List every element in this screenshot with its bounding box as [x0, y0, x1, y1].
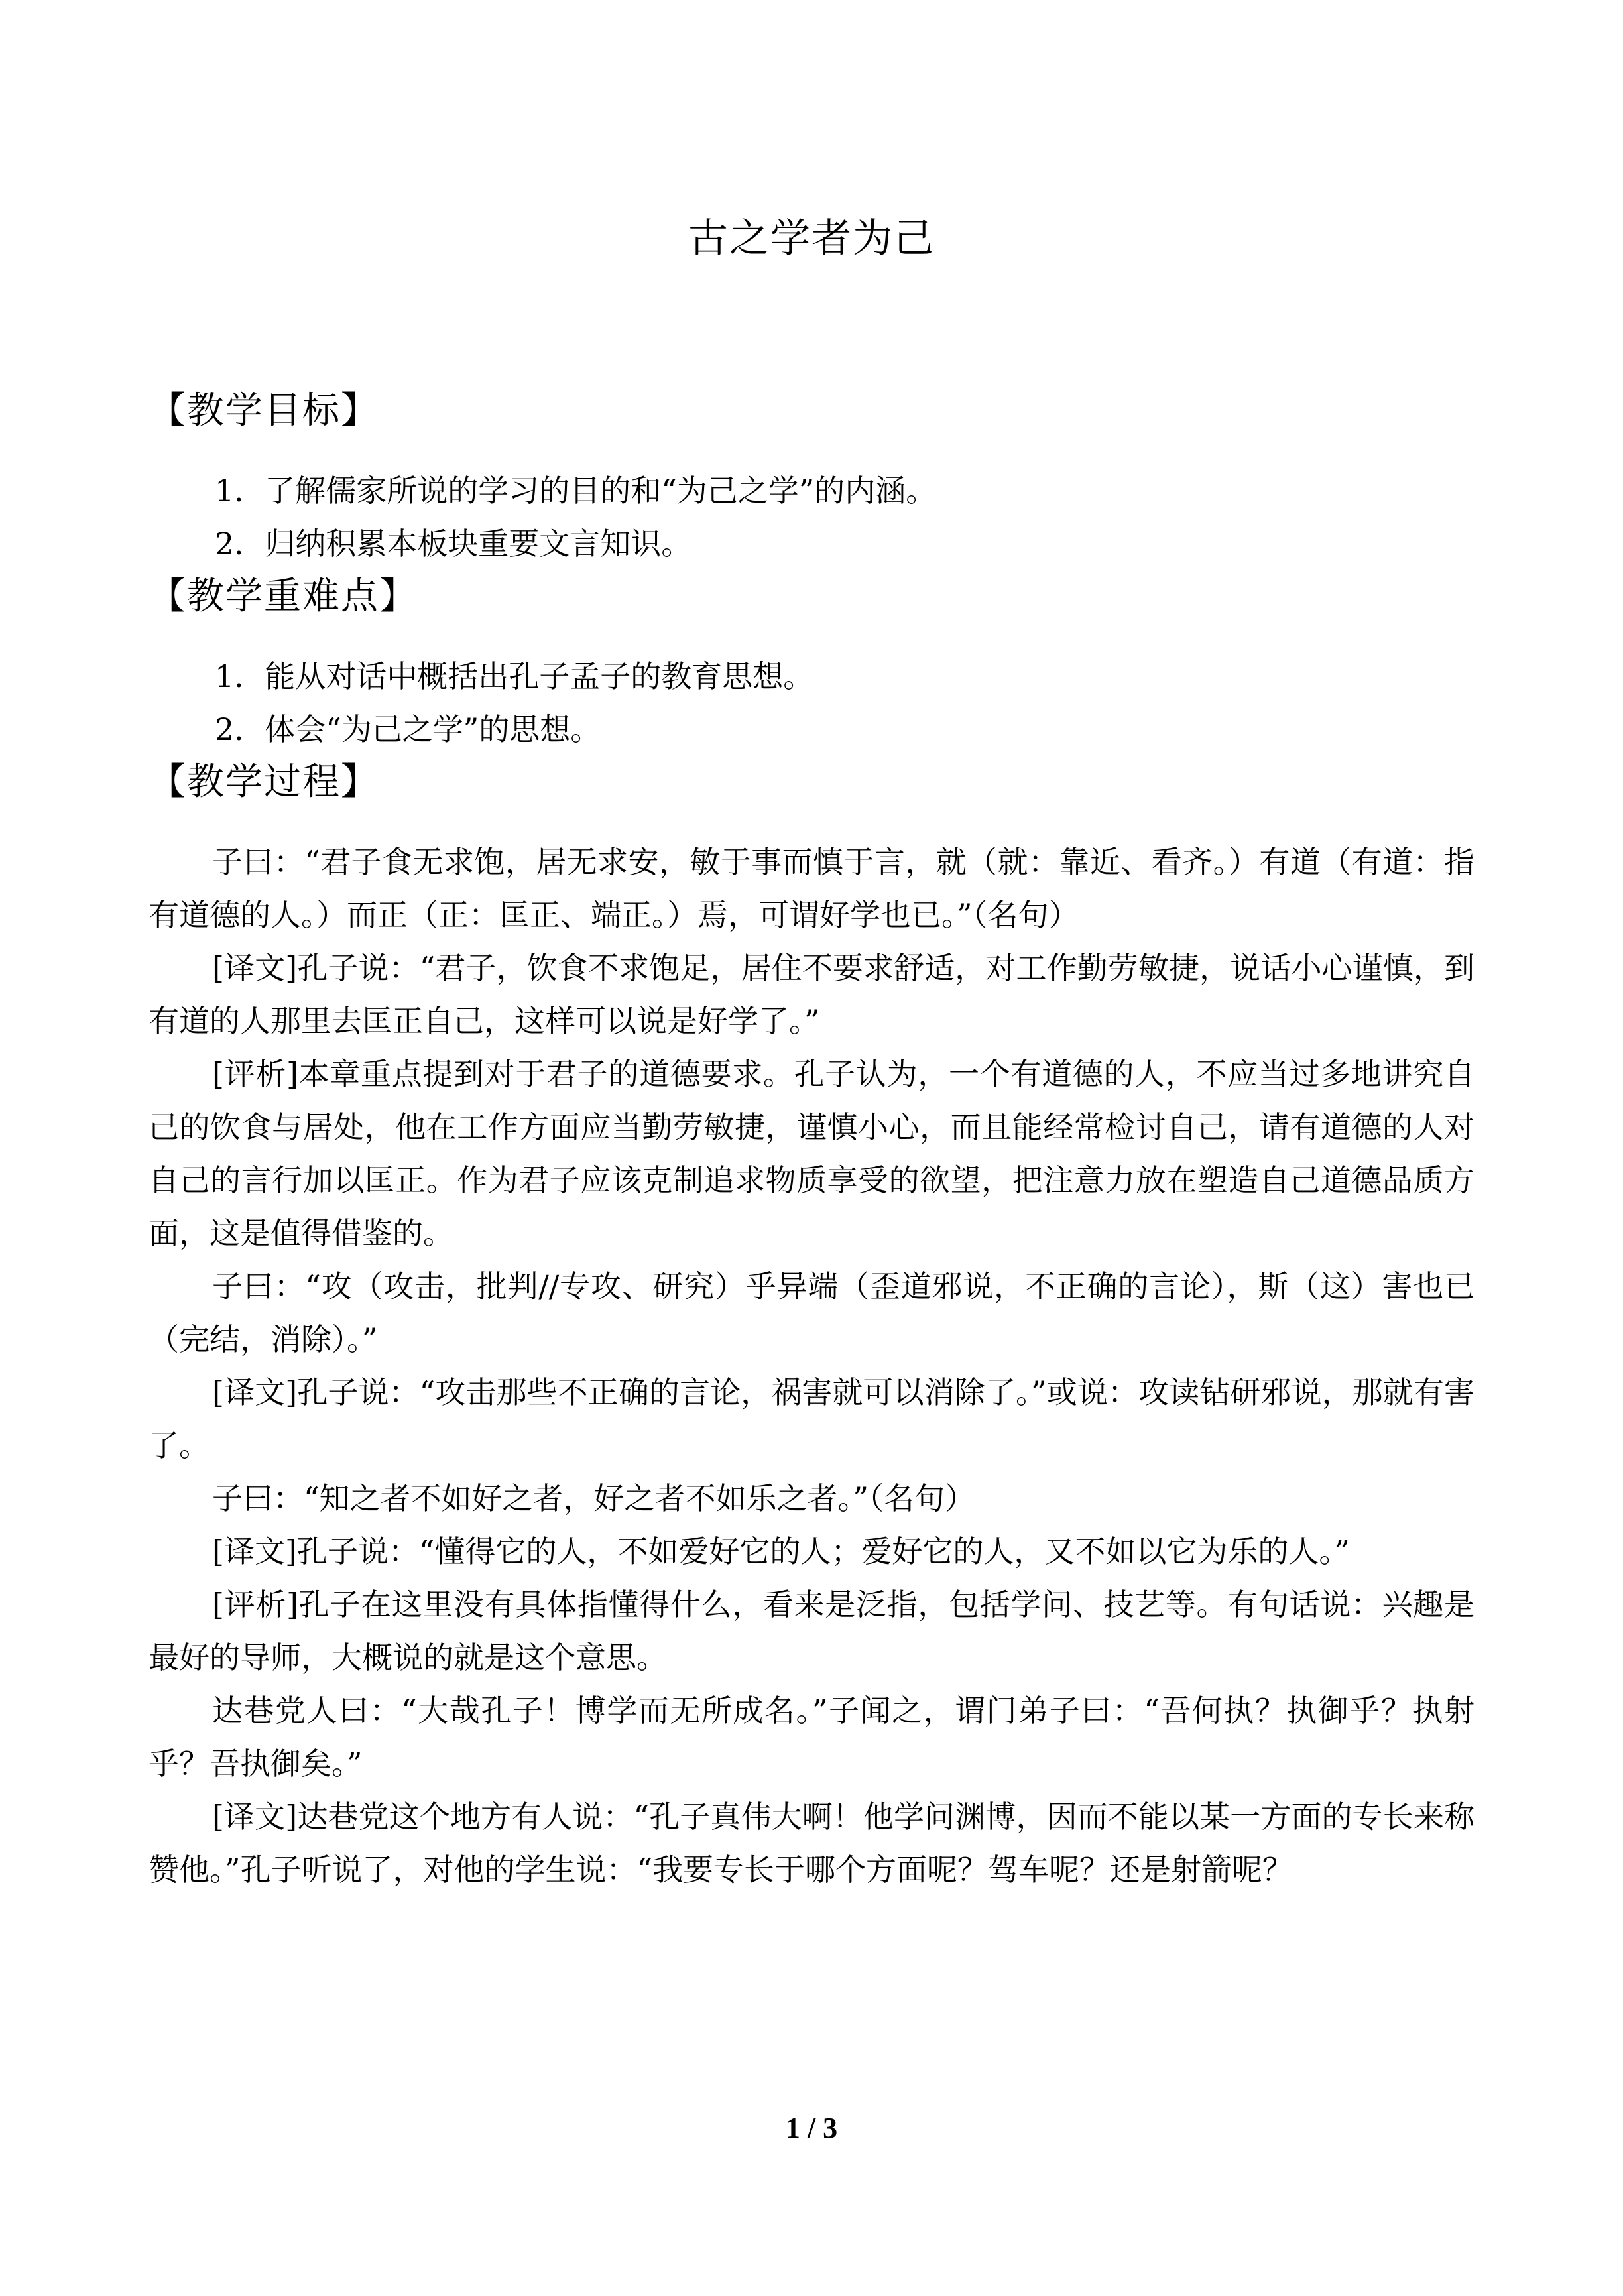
section-heading-key-points: 【教学重难点】 — [149, 575, 418, 618]
paragraph: [译文]孔子说：“攻击那些不正确的言论，祸害就可以消除了。”或说：攻读钻研邪说，那就有害了。 — [149, 1374, 1474, 1463]
section-heading-objectives: 【教学目标】 — [149, 389, 379, 432]
paragraph: 子曰：“攻（攻击，批判//专攻、研究）乎异端（歪道邪说，不正确的言论），斯（这）害也已（完结，消除）。” — [149, 1268, 1474, 1357]
list-item: 1．能从对话中概括出孔子孟子的教育思想。 — [215, 658, 814, 694]
section-heading-process: 【教学过程】 — [149, 760, 379, 804]
paragraph: 子曰：“知之者不如好之者，好之者不如乐之者。”（名句） — [212, 1480, 976, 1516]
paragraph: [译文]孔子说：“君子，饮食不求饱足，居住不要求舒适，对工作勤劳敏捷，说话小心谨慎，到有道的人那里去匡正自己，这样可以说是好学了。” — [149, 950, 1474, 1039]
paragraph: [译文]达巷党这个地方有人说：“孔子真伟大啊！他学问渊博，因而不能以某一方面的专长来称赞他。”孔子听说了，对他的学生说：“我要专长于哪个方面呢？驾车呢？还是射箭呢？ — [149, 1799, 1474, 1888]
paragraph: 子曰：“君子食无求饱，居无求安，敏于事而慎于言，就（就：靠近、看齐。）有道（有道：指有道德的人。）而正（正：匡正、端正。）焉，可谓好学也已。”（名句） — [149, 844, 1474, 933]
paragraph: [评析]本章重点提到对于君子的道德要求。孔子认为，一个有道德的人，不应当过多地讲究自己的饮食与居处，他在工作方面应当勤劳敏捷，谨慎小心，而且能经常检讨自己，请有道德的人对自己的言行加以匡正。作为君子应该克制追求物质享受的欲望，把注意力放在塑造自己道德品质方面，这是值得借鉴的。 — [149, 1056, 1474, 1251]
list-item: 2．体会“为己之学”的思想。 — [215, 711, 601, 747]
key-points-list — [149, 650, 1474, 756]
list-item: 2．归纳积累本板块重要文言知识。 — [215, 526, 692, 562]
paragraph: [译文]孔子说：“懂得它的人，不如爱好它的人；爱好它的人，又不如以它为乐的人。” — [212, 1534, 1350, 1569]
process-paragraphs — [149, 835, 1474, 1896]
paragraph: [评析]孔子在这里没有具体指懂得什么，看来是泛指，包括学问、技艺等。有句话说：兴趣是最好的导师，大概说的就是这个意思。 — [149, 1587, 1474, 1675]
page-number: 1 / 3 — [785, 2112, 838, 2144]
document-body — [149, 385, 1474, 1896]
document-title: 古之学者为己 — [688, 215, 935, 262]
paragraph: 达巷党人曰：“大哉孔子！博学而无所成名。”子闻之，谓门弟子曰：“吾何执？执御乎？执射乎？吾执御矣。” — [149, 1693, 1474, 1782]
objectives-list — [149, 464, 1474, 570]
list-item: 1．了解儒家所说的学习的目的和“为己之学”的内涵。 — [215, 473, 937, 509]
